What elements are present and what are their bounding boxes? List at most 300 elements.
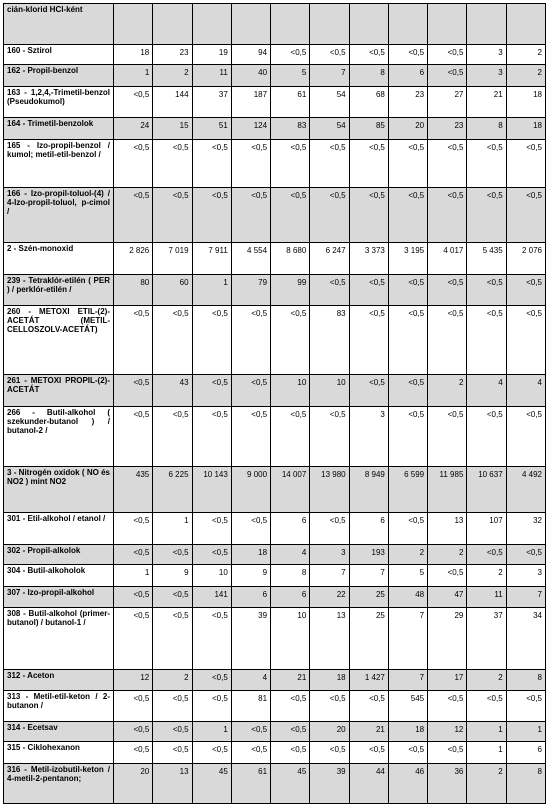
- table-cell: 2: [388, 545, 427, 565]
- table-cell: 9 000: [231, 467, 270, 513]
- table-cell: 8: [467, 118, 506, 140]
- table-cell: 11: [467, 587, 506, 608]
- table-cell: <0,5: [349, 691, 388, 722]
- table-cell: 36: [428, 764, 467, 804]
- table-cell: <0,5: [428, 407, 467, 467]
- table-cell: 6 247: [310, 243, 349, 275]
- table-cell: <0,5: [192, 513, 231, 545]
- table-row: [4, 565, 546, 587]
- table-cell: 6: [349, 513, 388, 545]
- table-cell: <0,5: [153, 722, 192, 742]
- table-cell: 3: [349, 407, 388, 467]
- table-cell: 23: [388, 87, 427, 118]
- table-cell: <0,5: [428, 45, 467, 65]
- table-cell: <0,5: [114, 722, 153, 742]
- table-cell: <0,5: [428, 306, 467, 375]
- table-cell: 14 007: [271, 467, 310, 513]
- table-cell: <0,5: [231, 188, 270, 243]
- table-row: [4, 87, 546, 118]
- table-cell: <0,5: [310, 140, 349, 188]
- table-cell: 2: [153, 65, 192, 87]
- table-cell: <0,5: [153, 545, 192, 565]
- table-cell: <0,5: [349, 45, 388, 65]
- table-cell: <0,5: [388, 306, 427, 375]
- row-label: 162 - Propil-benzol: [4, 65, 114, 87]
- table-cell: [349, 4, 388, 45]
- table-cell: 1: [153, 513, 192, 545]
- row-label: 307 - Izo-propil-alkohol: [4, 587, 114, 608]
- table-cell: <0,5: [114, 742, 153, 764]
- table-cell: 9: [231, 565, 270, 587]
- row-label: 163 - 1,2,4,-Trimetil-benzol (Pseudokumol): [4, 87, 114, 118]
- table-cell: 18: [388, 722, 427, 742]
- table-cell: <0,5: [153, 608, 192, 670]
- table-cell: <0,5: [388, 407, 427, 467]
- table-cell: <0,5: [271, 691, 310, 722]
- table-cell: 13: [310, 608, 349, 670]
- table-cell: <0,5: [467, 691, 506, 722]
- table-cell: <0,5: [506, 691, 545, 722]
- table-cell: 8: [506, 764, 545, 804]
- table-cell: 20: [114, 764, 153, 804]
- table-cell: [231, 4, 270, 45]
- table-cell: <0,5: [231, 513, 270, 545]
- table-cell: <0,5: [310, 513, 349, 545]
- table-cell: <0,5: [114, 375, 153, 407]
- table-cell: <0,5: [310, 275, 349, 306]
- table-cell: 27: [428, 87, 467, 118]
- table-cell: 8: [271, 565, 310, 587]
- table-cell: <0,5: [388, 275, 427, 306]
- table-cell: 5: [271, 65, 310, 87]
- table-cell: [467, 4, 506, 45]
- table-cell: <0,5: [428, 65, 467, 87]
- table-cell: <0,5: [153, 407, 192, 467]
- table-cell: 99: [271, 275, 310, 306]
- table-cell: <0,5: [192, 306, 231, 375]
- table-cell: 25: [349, 587, 388, 608]
- table-cell: <0,5: [192, 608, 231, 670]
- table-cell: 5: [388, 565, 427, 587]
- table-cell: 13 980: [310, 467, 349, 513]
- table-cell: 51: [192, 118, 231, 140]
- table-row: [4, 375, 546, 407]
- table-cell: 193: [349, 545, 388, 565]
- row-label: 314 - Ecetsav: [4, 722, 114, 742]
- table-cell: <0,5: [271, 188, 310, 243]
- table-cell: <0,5: [271, 722, 310, 742]
- table-cell: 9: [153, 565, 192, 587]
- emission-table-body: [4, 4, 546, 804]
- table-cell: <0,5: [467, 407, 506, 467]
- table-cell: [271, 4, 310, 45]
- table-cell: <0,5: [153, 691, 192, 722]
- row-label: 308 - Butil-alkohol (primer-butanol) / butanol-1 /: [4, 608, 114, 670]
- table-cell: <0,5: [192, 691, 231, 722]
- table-cell: [506, 4, 545, 45]
- table-cell: <0,5: [271, 306, 310, 375]
- row-label: 165 - Izo-propil-benzol / kumol; metil-etil-benzol /: [4, 140, 114, 188]
- table-cell: 12: [114, 670, 153, 691]
- row-label: 316 - Metil-izobutil-keton / 4-metil-2-pentanon;: [4, 764, 114, 804]
- table-cell: <0,5: [114, 188, 153, 243]
- table-cell: 44: [349, 764, 388, 804]
- table-cell: <0,5: [506, 275, 545, 306]
- table-cell: 2: [467, 764, 506, 804]
- table-cell: 80: [114, 275, 153, 306]
- table-row: [4, 407, 546, 467]
- table-cell: <0,5: [114, 608, 153, 670]
- table-cell: <0,5: [428, 188, 467, 243]
- table-cell: <0,5: [153, 140, 192, 188]
- table-cell: 2: [428, 375, 467, 407]
- table-cell: 81: [231, 691, 270, 722]
- table-cell: 1 427: [349, 670, 388, 691]
- table-cell: 43: [153, 375, 192, 407]
- table-cell: 8: [506, 670, 545, 691]
- table-cell: 3 373: [349, 243, 388, 275]
- table-cell: <0,5: [467, 306, 506, 375]
- row-label: 315 - Ciklohexanon: [4, 742, 114, 764]
- table-cell: <0,5: [271, 407, 310, 467]
- table-cell: 29: [428, 608, 467, 670]
- table-cell: 7: [310, 65, 349, 87]
- table-cell: 1: [192, 275, 231, 306]
- table-cell: <0,5: [114, 545, 153, 565]
- table-cell: 7 911: [192, 243, 231, 275]
- table-cell: <0,5: [428, 275, 467, 306]
- table-cell: 85: [349, 118, 388, 140]
- table-cell: <0,5: [428, 742, 467, 764]
- table-cell: 15: [153, 118, 192, 140]
- table-row: [4, 722, 546, 742]
- table-cell: 37: [467, 608, 506, 670]
- table-cell: 2: [428, 545, 467, 565]
- table-cell: [428, 4, 467, 45]
- table-cell: 10: [271, 375, 310, 407]
- table-cell: 7: [349, 565, 388, 587]
- table-cell: 45: [271, 764, 310, 804]
- row-label: cián-klorid HCl-ként: [4, 4, 114, 45]
- table-cell: 4: [231, 670, 270, 691]
- table-cell: 47: [428, 587, 467, 608]
- table-cell: 1: [114, 565, 153, 587]
- table-cell: <0,5: [231, 140, 270, 188]
- table-cell: 10: [271, 608, 310, 670]
- table-cell: 4 554: [231, 243, 270, 275]
- table-cell: 68: [349, 87, 388, 118]
- table-cell: <0,5: [467, 188, 506, 243]
- table-cell: <0,5: [271, 45, 310, 65]
- table-cell: <0,5: [192, 545, 231, 565]
- table-row: [4, 275, 546, 306]
- table-cell: 11 985: [428, 467, 467, 513]
- table-cell: <0,5: [388, 742, 427, 764]
- table-row: [4, 118, 546, 140]
- table-cell: [153, 4, 192, 45]
- table-cell: [114, 4, 153, 45]
- table-cell: 1: [192, 722, 231, 742]
- table-cell: 2 076: [506, 243, 545, 275]
- table-cell: [388, 4, 427, 45]
- table-cell: 3 195: [388, 243, 427, 275]
- table-row: [4, 587, 546, 608]
- table-cell: <0,5: [114, 306, 153, 375]
- table-cell: 94: [231, 45, 270, 65]
- table-cell: <0,5: [388, 375, 427, 407]
- table-cell: <0,5: [428, 691, 467, 722]
- table-cell: <0,5: [114, 87, 153, 118]
- table-cell: <0,5: [192, 188, 231, 243]
- table-cell: 2: [506, 65, 545, 87]
- table-cell: <0,5: [506, 188, 545, 243]
- table-cell: <0,5: [388, 45, 427, 65]
- table-cell: <0,5: [114, 513, 153, 545]
- row-label: 260 - METOXI ETIL-(2)-ACETÁT (METIL-CELLOSZOLV-ACETÁT): [4, 306, 114, 375]
- row-label: 312 - Aceton: [4, 670, 114, 691]
- table-cell: 3: [506, 565, 545, 587]
- table-row: [4, 608, 546, 670]
- table-cell: 17: [428, 670, 467, 691]
- table-cell: <0,5: [271, 140, 310, 188]
- table-cell: <0,5: [349, 375, 388, 407]
- table-cell: 40: [231, 65, 270, 87]
- table-row: [4, 4, 546, 45]
- table-cell: 21: [349, 722, 388, 742]
- row-label: 2 - Szén-monoxid: [4, 243, 114, 275]
- table-cell: 6: [271, 513, 310, 545]
- table-cell: 8: [349, 65, 388, 87]
- table-cell: 20: [388, 118, 427, 140]
- table-cell: <0,5: [349, 140, 388, 188]
- table-cell: 18: [114, 45, 153, 65]
- table-cell: <0,5: [192, 140, 231, 188]
- table-cell: 1: [506, 722, 545, 742]
- table-cell: <0,5: [349, 742, 388, 764]
- table-cell: <0,5: [388, 140, 427, 188]
- table-cell: 18: [506, 118, 545, 140]
- table-cell: <0,5: [114, 691, 153, 722]
- table-cell: 21: [271, 670, 310, 691]
- table-row: [4, 188, 546, 243]
- table-cell: <0,5: [310, 742, 349, 764]
- table-row: [4, 65, 546, 87]
- table-cell: <0,5: [310, 407, 349, 467]
- table-cell: 6: [506, 742, 545, 764]
- table-cell: 7: [310, 565, 349, 587]
- table-cell: 12: [428, 722, 467, 742]
- table-cell: 7: [506, 587, 545, 608]
- row-label: 166 - Izo-propil-toluol-(4) / 4-Izo-propil-toluol, p-cimol /: [4, 188, 114, 243]
- table-cell: 10 143: [192, 467, 231, 513]
- table-cell: <0,5: [506, 140, 545, 188]
- table-row: [4, 45, 546, 65]
- table-cell: 45: [192, 764, 231, 804]
- table-cell: 6: [271, 587, 310, 608]
- table-cell: 10: [310, 375, 349, 407]
- table-cell: <0,5: [506, 306, 545, 375]
- table-cell: <0,5: [506, 545, 545, 565]
- table-cell: 10 637: [467, 467, 506, 513]
- row-label: 302 - Propil-alkolok: [4, 545, 114, 565]
- table-cell: <0,5: [231, 742, 270, 764]
- row-label: 164 - Trimetil-benzolok: [4, 118, 114, 140]
- table-row: [4, 742, 546, 764]
- table-cell: 3: [310, 545, 349, 565]
- table-cell: 79: [231, 275, 270, 306]
- table-cell: <0,5: [349, 275, 388, 306]
- table-cell: 11: [192, 65, 231, 87]
- table-cell: 144: [153, 87, 192, 118]
- table-cell: 18: [231, 545, 270, 565]
- table-cell: 6 599: [388, 467, 427, 513]
- row-label: 261 - METOXI PROPIL-(2)-ACETÁT: [4, 375, 114, 407]
- table-cell: 141: [192, 587, 231, 608]
- table-cell: 4: [506, 375, 545, 407]
- table-cell: [192, 4, 231, 45]
- table-cell: 6: [231, 587, 270, 608]
- table-cell: 32: [506, 513, 545, 545]
- table-row: [4, 691, 546, 722]
- table-cell: <0,5: [231, 306, 270, 375]
- table-cell: <0,5: [467, 140, 506, 188]
- row-label: 266 - Butil-alkohol ( szekunder-butanol ) / butanol-2 /: [4, 407, 114, 467]
- row-label: 301 - Etil-alkohol / etanol /: [4, 513, 114, 545]
- table-cell: 20: [310, 722, 349, 742]
- table-cell: 54: [310, 118, 349, 140]
- table-cell: 39: [231, 608, 270, 670]
- table-cell: 2: [506, 45, 545, 65]
- table-cell: <0,5: [506, 407, 545, 467]
- table-cell: <0,5: [153, 306, 192, 375]
- table-cell: 187: [231, 87, 270, 118]
- table-cell: 107: [467, 513, 506, 545]
- table-row: [4, 140, 546, 188]
- table-cell: 23: [428, 118, 467, 140]
- table-cell: 8 949: [349, 467, 388, 513]
- table-cell: <0,5: [467, 545, 506, 565]
- table-cell: 39: [310, 764, 349, 804]
- table-cell: <0,5: [114, 587, 153, 608]
- table-cell: 83: [310, 306, 349, 375]
- table-cell: <0,5: [271, 742, 310, 764]
- table-row: [4, 670, 546, 691]
- table-cell: 7: [388, 670, 427, 691]
- table-cell: <0,5: [349, 306, 388, 375]
- table-cell: 124: [231, 118, 270, 140]
- table-cell: 18: [310, 670, 349, 691]
- table-cell: 18: [506, 87, 545, 118]
- table-cell: 7: [388, 608, 427, 670]
- table-cell: 13: [153, 764, 192, 804]
- table-cell: 13: [428, 513, 467, 545]
- table-cell: 54: [310, 87, 349, 118]
- table-cell: 61: [231, 764, 270, 804]
- table-cell: <0,5: [310, 691, 349, 722]
- table-cell: 23: [153, 45, 192, 65]
- table-cell: 5 435: [467, 243, 506, 275]
- table-cell: 1: [467, 722, 506, 742]
- table-cell: 7 019: [153, 243, 192, 275]
- table-cell: 34: [506, 608, 545, 670]
- table-row: [4, 545, 546, 565]
- row-label: 304 - Butil-alkoholok: [4, 565, 114, 587]
- table-cell: <0,5: [428, 565, 467, 587]
- table-cell: <0,5: [153, 587, 192, 608]
- table-cell: <0,5: [192, 375, 231, 407]
- table-cell: 1: [467, 742, 506, 764]
- table-row: [4, 513, 546, 545]
- table-cell: <0,5: [388, 188, 427, 243]
- table-cell: 3: [467, 65, 506, 87]
- row-label: 239 - Tetraklór-etilén ( PER ) / perklór-etilén /: [4, 275, 114, 306]
- table-cell: <0,5: [349, 188, 388, 243]
- table-cell: <0,5: [192, 742, 231, 764]
- table-cell: <0,5: [310, 188, 349, 243]
- table-cell: 6: [388, 65, 427, 87]
- table-cell: 435: [114, 467, 153, 513]
- table-cell: 25: [349, 608, 388, 670]
- table-cell: [310, 4, 349, 45]
- table-cell: 22: [310, 587, 349, 608]
- table-cell: 1: [114, 65, 153, 87]
- table-cell: 2: [153, 670, 192, 691]
- table-cell: <0,5: [153, 188, 192, 243]
- table-cell: 60: [153, 275, 192, 306]
- table-cell: <0,5: [114, 140, 153, 188]
- emission-table: [3, 3, 546, 804]
- table-cell: <0,5: [388, 513, 427, 545]
- table-cell: 4 492: [506, 467, 545, 513]
- table-cell: 3: [467, 45, 506, 65]
- table-cell: 4: [271, 545, 310, 565]
- table-cell: 24: [114, 118, 153, 140]
- table-cell: <0,5: [231, 722, 270, 742]
- table-cell: <0,5: [153, 742, 192, 764]
- table-cell: <0,5: [114, 407, 153, 467]
- table-cell: 61: [271, 87, 310, 118]
- table-cell: 48: [388, 587, 427, 608]
- table-cell: 8 680: [271, 243, 310, 275]
- table-row: [4, 467, 546, 513]
- table-cell: 2: [467, 565, 506, 587]
- table-row: [4, 243, 546, 275]
- table-cell: <0,5: [310, 45, 349, 65]
- row-label: 3 - Nitrogén oxidok ( NO és NO2 ) mint NO2: [4, 467, 114, 513]
- table-cell: 4 017: [428, 243, 467, 275]
- table-row: [4, 306, 546, 375]
- table-cell: 2 826: [114, 243, 153, 275]
- table-cell: <0,5: [192, 407, 231, 467]
- table-row: [4, 764, 546, 804]
- table-cell: 4: [467, 375, 506, 407]
- row-label: 160 - Sztirol: [4, 45, 114, 65]
- table-cell: <0,5: [428, 140, 467, 188]
- table-cell: <0,5: [231, 407, 270, 467]
- table-cell: 83: [271, 118, 310, 140]
- table-cell: 37: [192, 87, 231, 118]
- table-cell: <0,5: [192, 670, 231, 691]
- table-cell: 2: [467, 670, 506, 691]
- table-cell: 21: [467, 87, 506, 118]
- table-cell: <0,5: [467, 275, 506, 306]
- table-cell: 545: [388, 691, 427, 722]
- table-cell: 46: [388, 764, 427, 804]
- table-cell: 19: [192, 45, 231, 65]
- table-cell: <0,5: [231, 375, 270, 407]
- row-label: 313 - Metil-etil-keton / 2-butanon /: [4, 691, 114, 722]
- table-cell: 6 225: [153, 467, 192, 513]
